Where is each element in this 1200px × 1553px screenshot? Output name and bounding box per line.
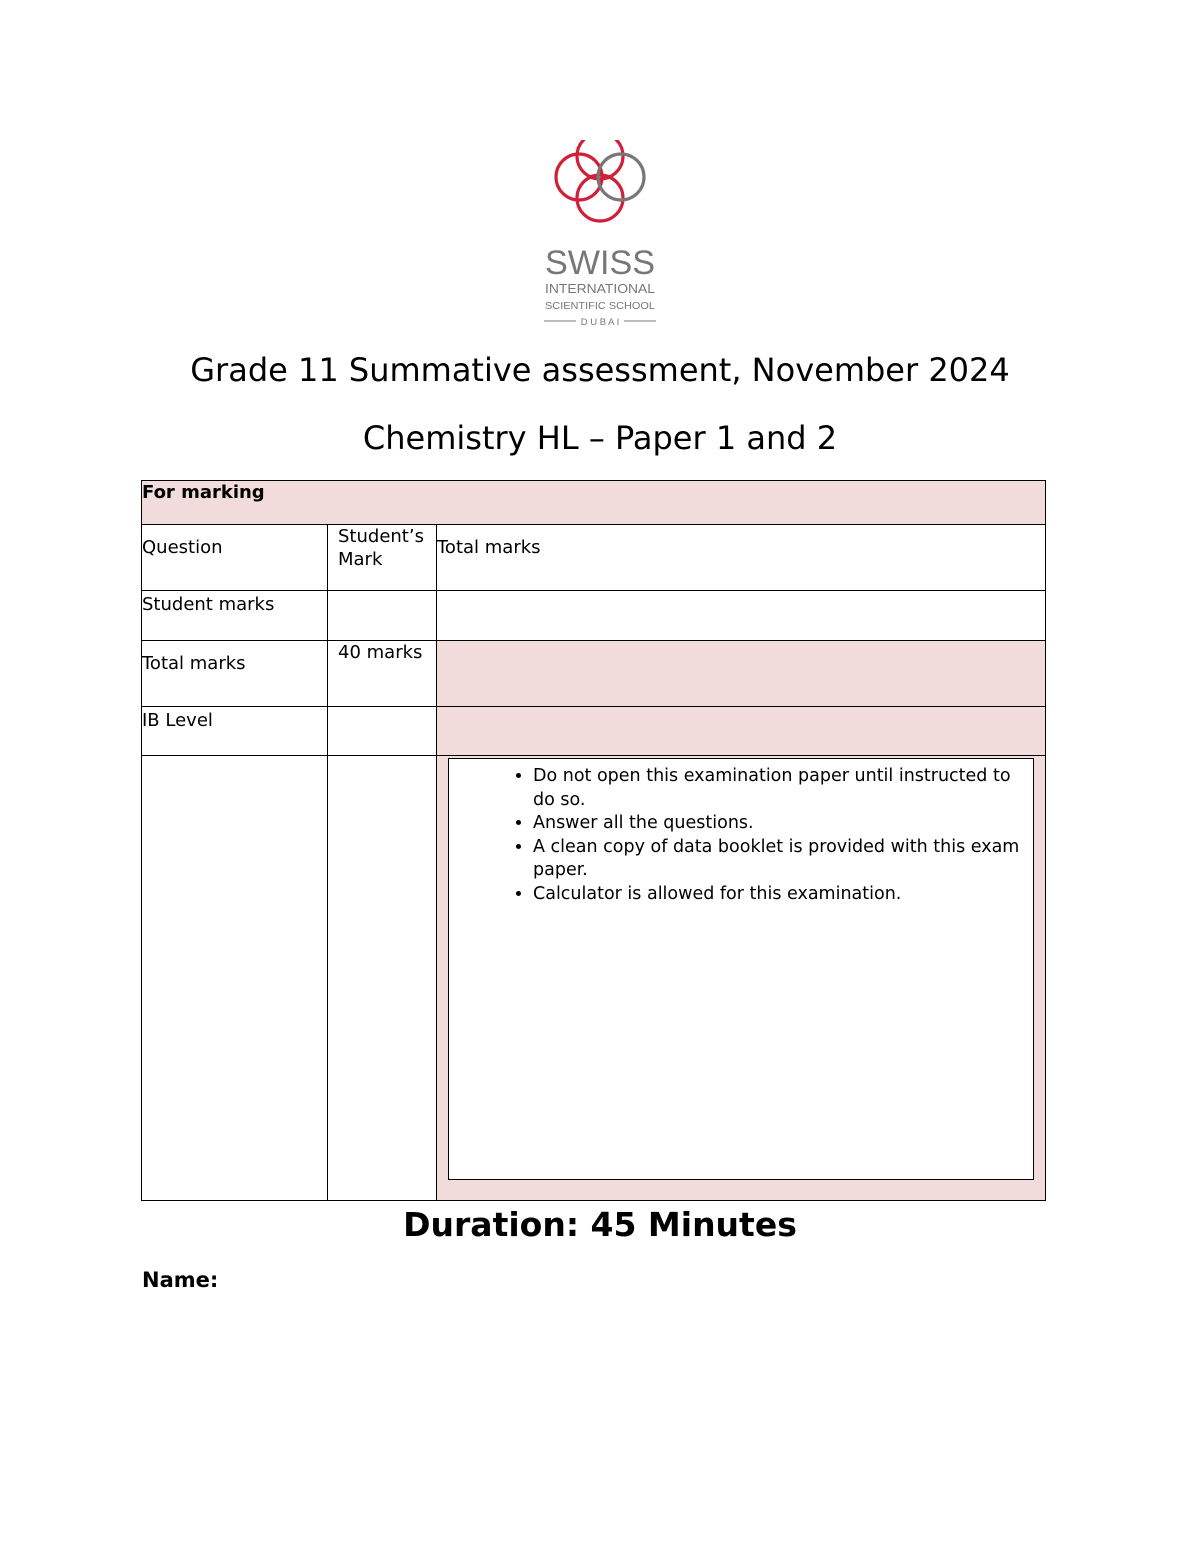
total-marks-row-label: Total marks: [142, 641, 328, 707]
question-column-header: Question: [142, 525, 328, 591]
instruction-item: • Do not open this examination paper until instructed to do so.: [533, 765, 1021, 812]
total-marks-value: 40 marks: [328, 641, 437, 707]
logo-name-line4: D U B A I: [580, 317, 620, 328]
total-marks-shaded-cell: [437, 641, 1046, 707]
instruction-item: • Answer all the questions.: [533, 812, 1021, 836]
total-marks-column-header: Total marks: [437, 525, 1046, 591]
instructions-list: [449, 765, 1021, 906]
logo-name-line2: INTERNATIONAL: [545, 281, 655, 296]
logo-rings-icon: [556, 140, 644, 221]
ib-level-value-cell[interactable]: [328, 707, 437, 756]
marking-table: [141, 480, 1046, 1201]
student-mark-column-header: Student’s Mark: [328, 525, 437, 591]
student-marks-total-cell[interactable]: [437, 591, 1046, 641]
school-logo: [540, 140, 660, 330]
logo-name-line1: SWISS: [545, 244, 655, 282]
duration-label: Duration: 45 Minutes: [403, 1205, 797, 1244]
student-marks-row-label: Student marks: [142, 591, 328, 641]
logo-name-line3: SCIENTIFIC SCHOOL: [545, 300, 656, 312]
instruction-item: • A clean copy of data booklet is provided with this exam paper.: [533, 836, 1021, 883]
instructions-box: [448, 758, 1034, 1180]
empty-cell-left: [142, 756, 328, 1201]
instruction-item: • Calculator is allowed for this examination.: [533, 883, 1021, 907]
ib-level-row-label: IB Level: [142, 707, 328, 756]
name-label: Name:: [142, 1268, 219, 1292]
ib-level-shaded-cell: [437, 707, 1046, 756]
student-marks-value-cell[interactable]: [328, 591, 437, 641]
instructions-cell: [437, 756, 1046, 1201]
page-subtitle: Chemistry HL – Paper 1 and 2: [362, 419, 838, 457]
page-title: Grade 11 Summative assessment, November 2024: [190, 351, 1010, 389]
marking-table-header: For marking: [142, 481, 1046, 525]
empty-cell-middle: [328, 756, 437, 1201]
